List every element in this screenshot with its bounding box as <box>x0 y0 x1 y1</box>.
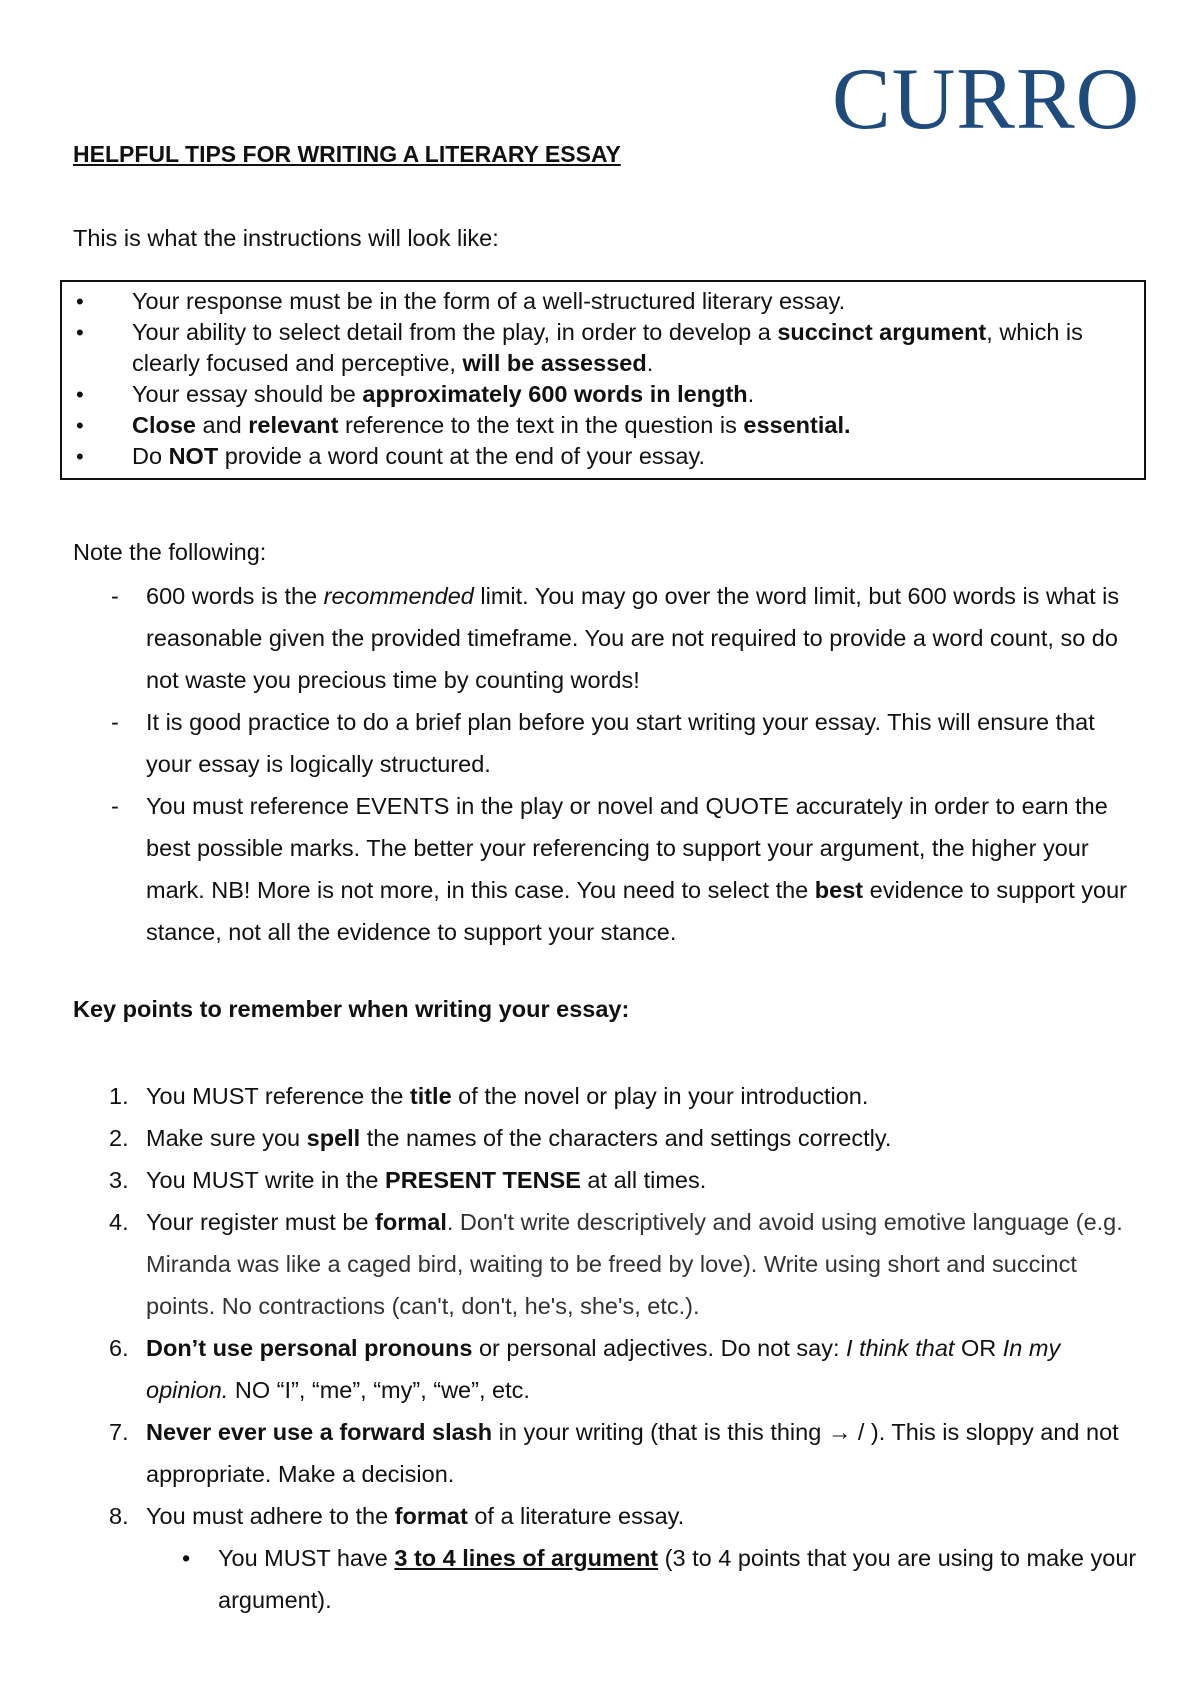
note-item: - It is good practice to do a brief plan before you start writing your essay. This will ensure that your essay is logically structured. <box>73 701 1143 785</box>
instruction-item: • Your response must be in the form of a well-structured literary essay. <box>62 286 1144 317</box>
key-point-item: 3. You MUST write in the PRESENT TENSE at all times. <box>109 1167 707 1193</box>
key-point-item: 6. Don’t use personal pronouns or personal adjectives. Do not say: I think that OR In my opinion. NO “I”, “me”, “my”, “we”, etc. <box>109 1335 1061 1403</box>
instruction-item: • Do NOT provide a word count at the end of your essay. <box>62 441 1144 472</box>
key-points-heading: Key points to remember when writing your essay: <box>73 996 630 1022</box>
note-item: - You must reference EVENTS in the play or novel and QUOTE accurately in order to earn the best possible marks. The better your referencing to support your argument, the higher your mark. NB! More is not more, in this case. You need to select the best evidence to support your stance, not all the evidence to support your stance. <box>73 785 1143 953</box>
arrow-right-icon: → <box>827 1419 852 1445</box>
page-title: HELPFUL TIPS FOR WRITING A LITERARY ESSAY <box>73 141 621 167</box>
sub-points-list <box>146 1537 1143 1621</box>
key-point-item: 1. You MUST reference the title of the novel or play in your introduction. <box>109 1083 869 1109</box>
key-point-item: 4. Your register must be formal. Don't write descriptively and avoid using emotive language (e.g. Miranda was like a caged bird, waiting to be freed by love). Write using short and succinct points. No contractions (can't, don't, he's, she's, etc.). <box>109 1209 1123 1319</box>
sub-point-item: • You MUST have 3 to 4 lines of argument (3 to 4 points that you are using to make your argument). <box>146 1537 1143 1621</box>
instruction-item: • Your ability to select detail from the play, in order to develop a succinct argument, which is clearly focused and perceptive, will be assessed. <box>62 317 1144 379</box>
instructions-box <box>60 280 1146 480</box>
curro-logo: CURRO <box>832 51 1141 148</box>
key-points-list <box>73 1075 1143 1621</box>
key-point-item: 7. Never ever use a forward slash in your writing (that is this thing → / ). This is sloppy and not appropriate. Make a decision. <box>109 1419 1119 1487</box>
notes-list <box>73 575 1143 953</box>
instruction-item: • Close and relevant reference to the text in the question is essential. <box>62 410 1144 441</box>
intro-text: This is what the instructions will look like: <box>73 225 499 251</box>
key-point-item: 2. Make sure you spell the names of the characters and settings correctly. <box>109 1125 892 1151</box>
note-item: - 600 words is the recommended limit. You may go over the word limit, but 600 words is what is reasonable given the provided timeframe. You are not required to provide a word count, so do not waste you precious time by counting words! <box>73 575 1143 701</box>
instruction-item: • Your essay should be approximately 600 words in length. <box>62 379 1144 410</box>
key-point-item: 8. You must adhere to the format of a literature essay. • You MUST have 3 to 4 lines of argument (3 to 4 points that you are using to make your argument). <box>73 1495 1143 1621</box>
note-heading: Note the following: <box>73 539 267 565</box>
